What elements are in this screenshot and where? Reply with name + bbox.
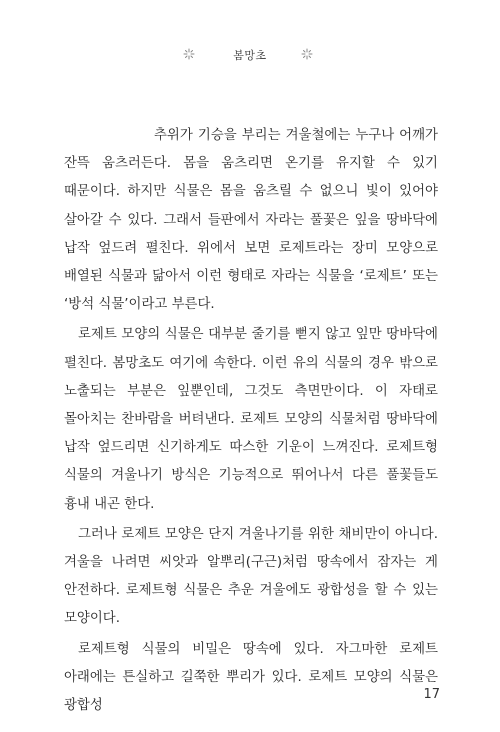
paragraph: 추위가 기승을 부리는 겨울철에는 누구나 어깨가 잔뜩 움츠러든다. 몸을 움츠리면 온기를 유지할 수 있기 때문이다. 하지만 식물은 몸을 움츠릴 수 없으니 빛이 있어야 살아갈 수 있다. 그래서 들판에서 자라는 풀꽃은 잎을 땅바닥에 납작 엎드려 펼친다. 위에서 보면 로제트라는 장미 모양으로 배열된 식물과 닮아서 이런 형태로 자라는 식물을 ‘로제트’ 또는 ‘방석 식물’이라고 부른다. [64, 128, 438, 313]
paragraph: 로제트 모양의 식물은 대부분 줄기를 뻗지 않고 잎만 땅바닥에 펼친다. 봄망초도 여기에 속한다. 이런 유의 식물의 경우 밖으로 노출되는 부분은 잎뿐인데, 그것도 측면만이다. 이 자태로 몰아치는 찬바람을 버텨낸다. 로제트 모양의 식물처럼 땅바닥에 납작 엎드리면 신기하게도 따스한 기운이 느껴진다. 로제트형 식물의 겨울나기 방식은 기능적으로 뛰어나서 다른 풀꽃들도 흉내 내곤 한다. [64, 327, 438, 512]
paragraph: 로제트형 식물의 비밀은 땅속에 있다. 자그마한 로제트 아래에는 튼실하고 길쭉한 뿌리가 있다. 로제트 모양의 식물은 광합성 [64, 641, 438, 714]
chapter-title: 봄망초 [233, 49, 267, 62]
sparkle-icon [299, 46, 315, 62]
paragraph: 그러나 로제트 모양은 단지 겨울나기를 위한 채비만이 아니다. 겨울을 나려면 씨앗과 알뿌리(구근)처럼 땅속에서 잠자는 게 안전하다. 로제트형 식물은 추운 겨울에도 광합성을 할 수 있는 모양이다. [64, 526, 438, 627]
body-text [64, 122, 438, 720]
running-header [0, 46, 500, 66]
page-number: 17 [423, 687, 440, 702]
